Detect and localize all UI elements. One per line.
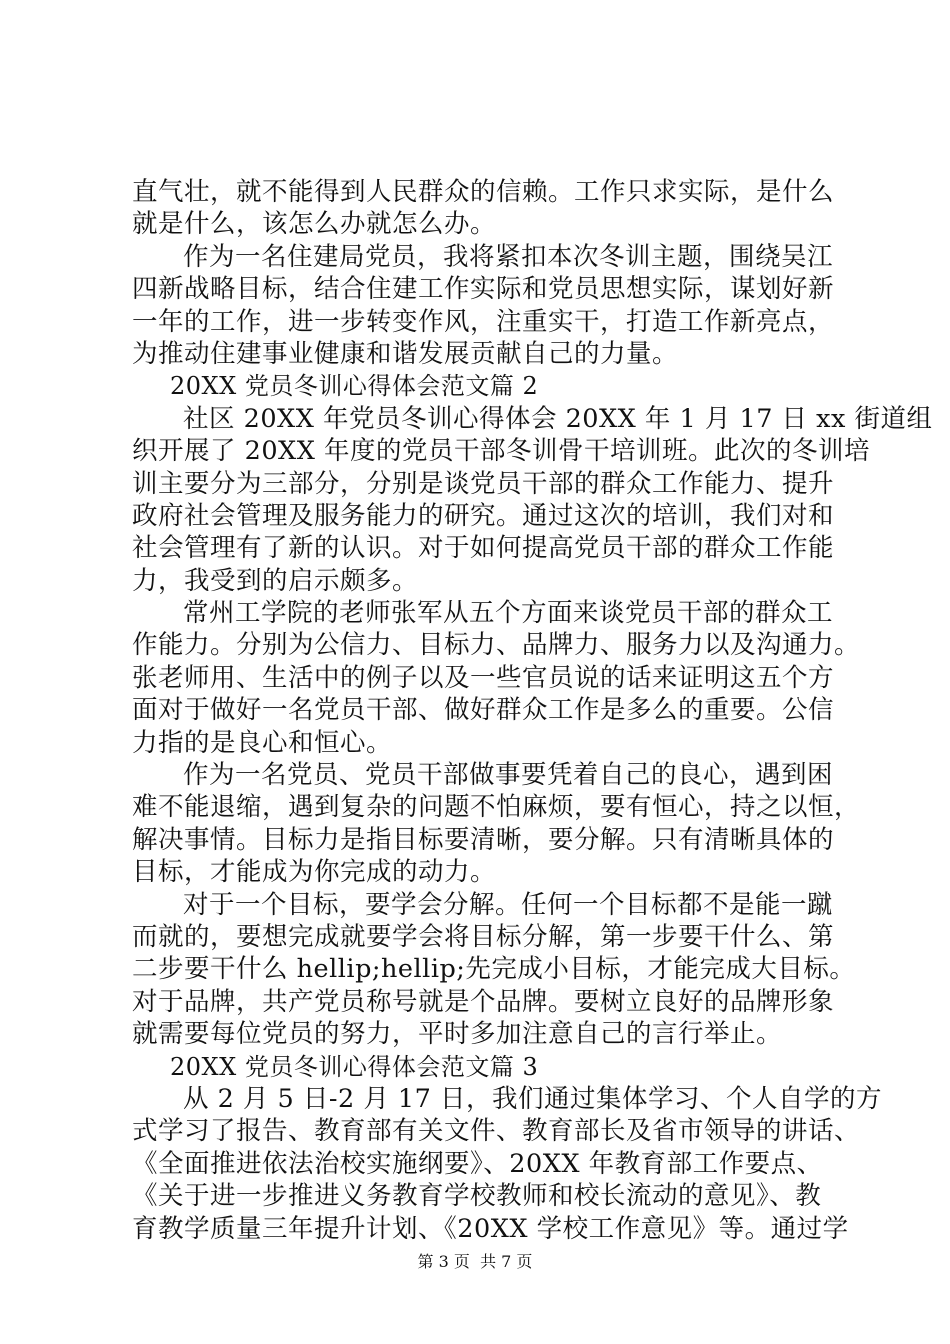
text-line: 《关于进一步推进义务教育学校教师和校长流动的意见》、教 (132, 1181, 822, 1212)
text-line: 目标，才能成为你完成的动力。 (132, 857, 497, 888)
text-line: 解决事情。目标力是指目标要清晰，要分解。只有清晰具体的 (132, 824, 835, 855)
text-line: 力指的是良心和恒心。 (132, 727, 393, 758)
text-line: 力，我受到的启示颇多。 (132, 565, 419, 596)
text-line: 为推动住建事业健康和谐发展贡献自己的力量。 (132, 338, 679, 369)
text-line: 直气壮，就不能得到人民群众的信赖。工作只求实际，是什么 (132, 177, 835, 207)
text-line: 作能力。分别为公信力、目标力、品牌力、服务力以及沟通力。 (132, 630, 861, 661)
text-line: 织开展了 20XX 年度的党员干部冬训骨干培训班。此次的冬训培 (132, 436, 870, 467)
text-line: 作为一名住建局党员，我将紧扣本次冬训主题，围绕吴江 (183, 241, 834, 272)
page-footer (0, 1252, 950, 1272)
text-line: 社会管理有了新的认识。对于如何提高党员干部的群众工作能 (132, 533, 835, 564)
text-line: 从 2 月 5 日-2 月 17 日，我们通过集体学习、个人自学的方 (183, 1083, 882, 1114)
text-line: 二步要干什么 hellip;hellip;先完成小目标，才能完成大目标。 (132, 954, 856, 985)
text-line: 式学习了报告、教育部有关文件、教育部长及省市领导的讲话、 (132, 1116, 861, 1147)
text-line: 常州工学院的老师张军从五个方面来谈党员干部的群众工 (183, 598, 834, 629)
text-line: 对于一个目标，要学会分解。任何一个目标都不是能一蹴 (183, 889, 834, 920)
text-line: 育教学质量三年提升计划、《20XX 学校工作意见》等。通过学 (132, 1213, 849, 1244)
text-line: 就是什么，该怎么办就怎么办。 (132, 209, 497, 240)
page-total: 共 7 页 (480, 1252, 533, 1271)
text-line: 作为一名党员、党员干部做事要凭着自己的良心，遇到困 (183, 760, 834, 791)
text-line: 就需要每位党员的努力，平时多加注意自己的言行举止。 (132, 1019, 783, 1050)
text-line: 四新战略目标，结合住建工作实际和党员思想实际，谋划好新 (132, 274, 835, 305)
text-line: 《全面推进依法治校实施纲要》、20XX 年教育部工作要点、 (132, 1148, 823, 1179)
document-body (132, 176, 933, 1245)
section-heading: 20XX 党员冬训心得体会范文篇 3 (170, 1052, 539, 1081)
text-line: 难不能退缩，遇到复杂的问题不怕麻烦，要有恒心，持之以恒， (132, 792, 861, 823)
text-line: 社区 20XX 年党员冬训心得体会 20XX 年 1 月 17 日 xx 街道组 (183, 403, 933, 434)
text-line: 对于品牌，共产党员称号就是个品牌。要树立良好的品牌形象 (132, 986, 835, 1017)
text-line: 而就的，要想完成就要学会将目标分解，第一步要干什么、第 (132, 921, 835, 952)
text-line: 一年的工作，进一步转变作风，注重实干，打造工作新亮点， (132, 306, 835, 337)
text-line: 训主要分为三部分，分别是谈党员干部的群众工作能力、提升 (132, 468, 835, 499)
text-line: 面对于做好一名党员干部、做好群众工作是多么的重要。公信 (132, 695, 835, 726)
text-line: 政府社会管理及服务能力的研究。通过这次的培训，我们对和 (132, 500, 835, 531)
section-heading: 20XX 党员冬训心得体会范文篇 2 (170, 372, 539, 401)
page-number: 第 3 页 (417, 1252, 470, 1271)
text-line: 张老师用、生活中的例子以及一些官员说的话来证明这五个方 (132, 662, 835, 693)
